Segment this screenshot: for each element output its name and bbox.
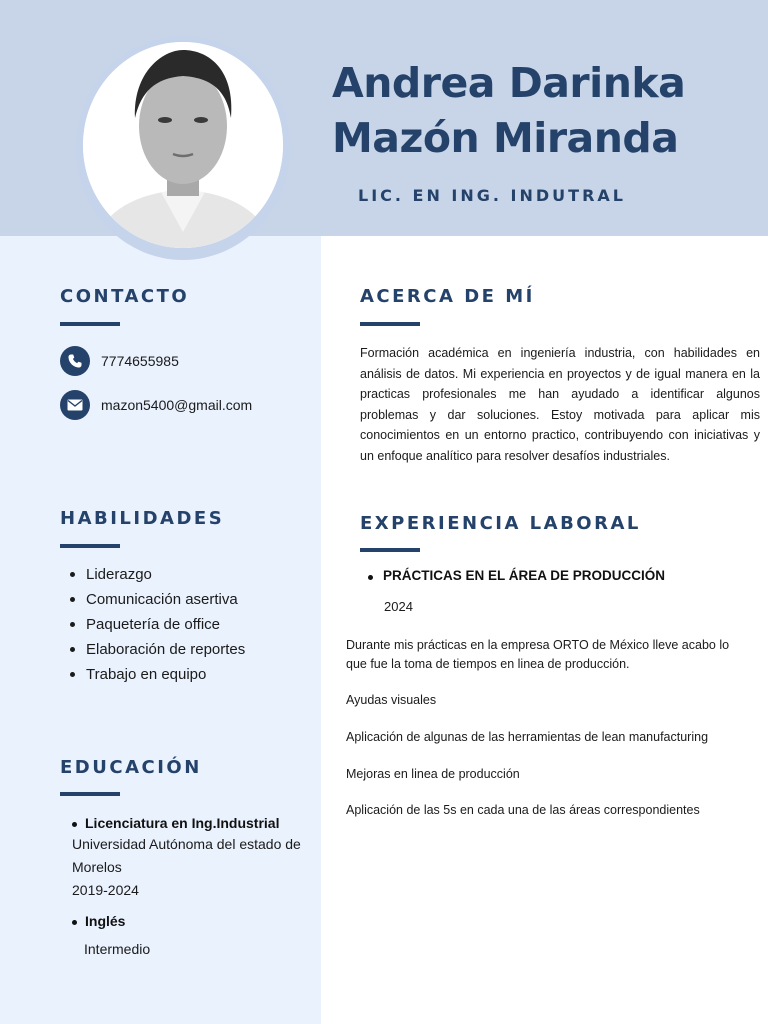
education-heading: EDUCACIÓN bbox=[60, 757, 202, 778]
experience-paragraph: Aplicación de algunas de las herramientas de lean manufacturing bbox=[346, 730, 709, 744]
email-address[interactable]: mazon5400@gmail.com bbox=[101, 397, 253, 413]
profile-photo bbox=[83, 42, 283, 248]
envelope-icon bbox=[60, 390, 90, 420]
experience-paragraph: Ayudas visuales bbox=[346, 693, 437, 707]
experience-year: 2024 bbox=[384, 599, 413, 614]
job-title: LIC. EN ING. INDUTRAL bbox=[358, 186, 626, 205]
contact-heading: CONTACTO bbox=[60, 286, 190, 307]
language-level: Intermedio bbox=[84, 941, 151, 957]
about-heading-rule bbox=[360, 322, 420, 326]
list-item: Paquetería de office bbox=[60, 612, 245, 637]
list-item: Trabajo en equipo bbox=[60, 662, 245, 687]
phone-number[interactable]: 7774655985 bbox=[101, 353, 179, 369]
list-item: Elaboración de reportes bbox=[60, 637, 245, 662]
language-title: Inglés bbox=[72, 913, 150, 929]
experience-heading: EXPERIENCIA LABORAL bbox=[360, 513, 641, 534]
phone-icon bbox=[60, 346, 90, 376]
about-heading: ACERCA DE MÍ bbox=[360, 286, 535, 307]
experience-position: PRÁCTICAS EN EL ÁREA DE PRODUCCIÓN bbox=[368, 568, 665, 583]
contact-phone-row bbox=[60, 346, 179, 376]
skills-list bbox=[60, 562, 245, 687]
institution-line-2: Morelos bbox=[72, 859, 122, 875]
name-line-2: Mazón Miranda bbox=[332, 114, 679, 162]
experience-paragraph: Mejoras en linea de producción bbox=[346, 767, 520, 781]
contact-heading-rule bbox=[60, 322, 120, 326]
skills-heading: HABILIDADES bbox=[60, 508, 225, 529]
institution-line-1: Universidad Autónoma del estado de bbox=[72, 836, 301, 852]
about-text: Formación académica en ingeniería industria, con habilidades en análisis de datos. Mi experiencia en proyectos y de igual manera en la practicas profesionales me han ayudado a identificar algunos problemas y dar soluciones. Estoy motivada para aplicar mis conocimientos en un entorno practico, contribuyendo con iniciativas y un enfoque analítico para resolver desafíos industriales. bbox=[360, 346, 760, 463]
education-item-degree bbox=[72, 815, 301, 902]
candidate-name bbox=[332, 56, 752, 166]
degree-title: Licenciatura en Ing.Industrial bbox=[72, 815, 301, 831]
skills-heading-rule bbox=[60, 544, 120, 548]
education-item-language bbox=[72, 913, 150, 961]
contact-email-row bbox=[60, 390, 252, 420]
name-line-1: Andrea Darinka bbox=[332, 59, 686, 107]
experience-paragraph: Durante mis prácticas en la empresa ORTO de México lleve acabo lo que fue la toma de tiempos en linea de producción. bbox=[346, 638, 730, 671]
person-portrait-icon bbox=[83, 42, 283, 248]
experience-heading-rule bbox=[360, 548, 420, 552]
education-heading-rule bbox=[60, 792, 120, 796]
list-item: Liderazgo bbox=[60, 562, 245, 587]
degree-years: 2019-2024 bbox=[72, 882, 139, 898]
experience-paragraph: Aplicación de las 5s en cada una de las áreas correspondientes bbox=[346, 803, 700, 817]
list-item: Comunicación asertiva bbox=[60, 587, 245, 612]
